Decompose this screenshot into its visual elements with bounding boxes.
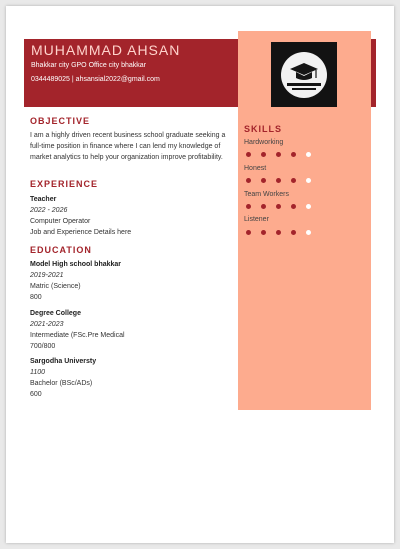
address: Bhakkar city GPO Office city bhakkar: [31, 62, 147, 69]
experience-details: Job and Experience Details here: [30, 229, 132, 236]
rating-dot-filled: [276, 230, 281, 235]
rating-dot-filled: [291, 230, 296, 235]
skill-name: Listener: [244, 216, 269, 223]
contact-separator: |: [71, 76, 74, 83]
rating-dot-filled: [276, 204, 281, 209]
education-marks: 600: [30, 391, 42, 398]
skill-name: Honest: [244, 165, 267, 172]
rating-dot-empty: [306, 152, 311, 157]
skill-name: Team Workers: [244, 191, 289, 198]
rating-dot-filled: [291, 204, 296, 209]
rating-dot-empty: [306, 230, 311, 235]
rating-dot-filled: [261, 152, 266, 157]
graduation-cap-icon: [281, 52, 327, 98]
rating-dot-filled: [276, 178, 281, 183]
experience-position: Computer Operator: [30, 218, 91, 225]
education-dates: 2019-2021: [30, 272, 64, 279]
rating-dot-filled: [246, 178, 251, 183]
objective-title: OBJECTIVE: [30, 116, 91, 126]
education-marks: 700/800: [30, 343, 56, 350]
rating-dot-filled: [291, 178, 296, 183]
skill-name: Hardworking: [244, 139, 284, 146]
rating-dot-filled: [291, 152, 296, 157]
education-degree: Bachelor (BSc/ADs): [30, 380, 93, 387]
photo-circle: [281, 52, 327, 98]
rating-dot-filled: [261, 204, 266, 209]
contact-line: [31, 76, 160, 83]
candidate-name: MUHAMMAD AHSAN: [31, 42, 181, 58]
objective-text: I am a highly driven recent business school graduate seeking a full-time position in finance where I can lend my knowledge of market analytics to help your organization improve profitability.: [30, 132, 226, 161]
experience-dates: 2022 - 2026: [30, 207, 68, 214]
education-degree: Matric (Science): [30, 283, 81, 290]
email: ahsansial2022@gmail.com: [75, 76, 160, 83]
rating-dot-empty: [306, 204, 311, 209]
education-degree: Intermediate (FSc.Pre Medical: [30, 332, 125, 339]
education-marks: 800: [30, 294, 42, 301]
education-school: Degree College: [30, 310, 81, 317]
rating-dot-filled: [246, 204, 251, 209]
education-title: EDUCATION: [30, 245, 92, 255]
experience-role: Teacher: [30, 196, 57, 203]
rating-dot-filled: [246, 230, 251, 235]
rating-dot-filled: [276, 152, 281, 157]
rating-dot-empty: [306, 178, 311, 183]
education-dates: 2021-2023: [30, 321, 64, 328]
rating-dot-filled: [261, 230, 266, 235]
education-school: Sargodha Universty: [30, 358, 97, 365]
rating-dot-filled: [261, 178, 266, 183]
experience-title: EXPERIENCE: [30, 179, 99, 189]
profile-photo: [271, 42, 337, 107]
rating-dot-filled: [246, 152, 251, 157]
skills-title: SKILLS: [244, 124, 283, 134]
phone: 0344489025: [31, 76, 70, 83]
education-dates: 1100: [30, 369, 46, 376]
education-school: Model High school bhakkar: [30, 261, 122, 268]
